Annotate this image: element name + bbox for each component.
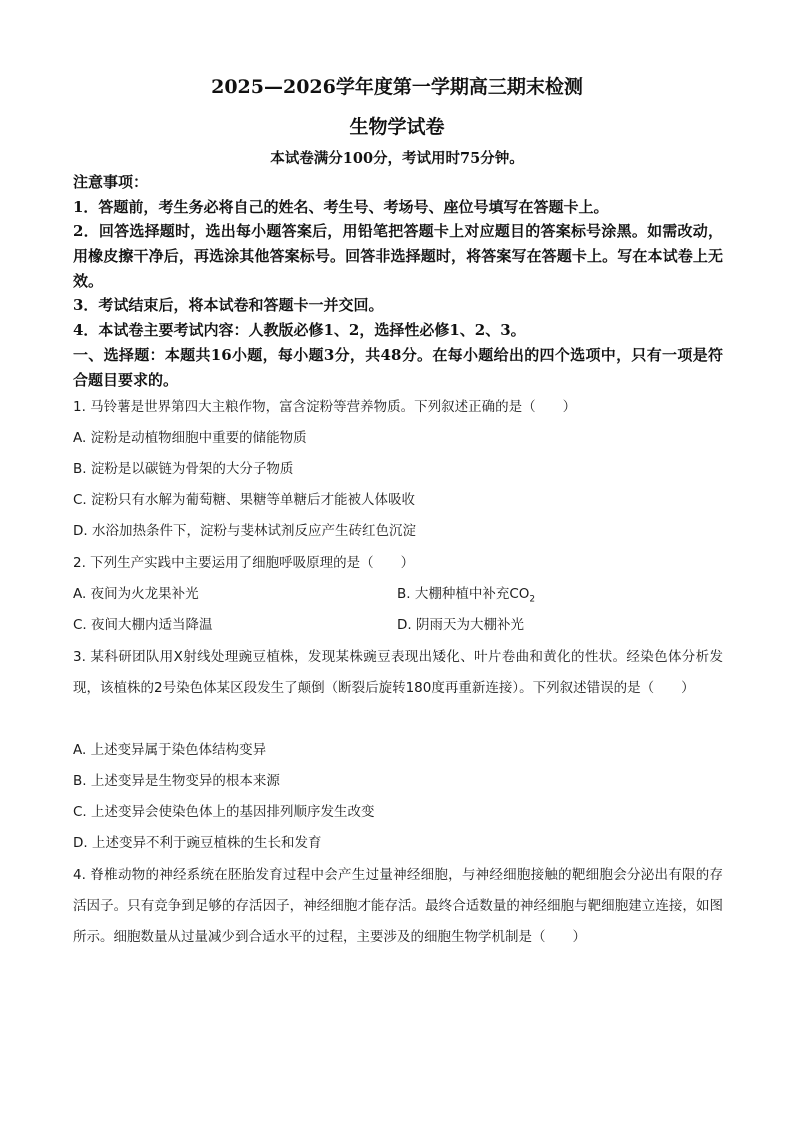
question-2-option-b-text: B. 大棚种植中补充CO — [397, 586, 530, 602]
question-3-option-c: C. 上述变异会使染色体上的基因排列顺序发生改变 — [73, 804, 375, 820]
question-1-stem: 1. 马铃薯是世界第四大主粮作物，富含淀粉等营养物质。下列叙述正确的是（ ） — [73, 399, 577, 415]
question-3-option-a: A. 上述变异属于染色体结构变异 — [73, 742, 267, 758]
section-1-heading: 一、选择题：本题共16小题，每小题3分，共48分。在每小题给出的四个选项中，只有一项是符合题目要求的。 — [73, 346, 723, 389]
subject-title: 生物学试卷 — [349, 116, 445, 138]
question-3-stem: 3. 某科研团队用X射线处理豌豆植株，发现某株豌豆表现出矮化、叶片卷曲和黄化的性状。经染色体分析发现，该植株的2号染色体某区段发生了颠倒（断裂后旋转180度再重新连接）。下列叙述错误的是（ ） — [73, 649, 723, 696]
question-2-option-a: A. 夜间为火龙果补光 — [73, 586, 199, 602]
co2-subscript: 2 — [529, 594, 536, 605]
exam-title: 2025—2026学年度第一学期高三期末检测 — [211, 76, 583, 98]
question-1-option-a: A. 淀粉是动植物细胞中重要的储能物质 — [73, 430, 307, 446]
question-1-option-c: C. 淀粉只有水解为葡萄糖、果糖等单糖后才能被人体吸收 — [73, 492, 416, 508]
notes-heading: 注意事项： — [73, 173, 149, 191]
question-2-stem: 2. 下列生产实践中主要运用了细胞呼吸原理的是（ ） — [73, 555, 415, 571]
question-2-option-d: D. 阴雨天为大棚补光 — [397, 617, 524, 633]
question-2-option-c: C. 夜间大棚内适当降温 — [73, 617, 213, 633]
question-1-option-d: D. 水浴加热条件下，淀粉与斐林试剂反应产生砖红色沉淀 — [73, 523, 416, 539]
question-3-option-d: D. 上述变异不利于豌豆植株的生长和发育 — [73, 835, 322, 851]
note-item-4: 4．本试卷主要考试内容：人教版必修1、2，选择性必修1、2、3。 — [73, 321, 526, 339]
note-item-3: 3．考试结束后，将本试卷和答题卡一并交回。 — [73, 296, 384, 314]
note-item-1: 1．答题前，考生务必将自己的姓名、考生号、考场号、座位号填写在答题卡上。 — [73, 198, 609, 216]
question-1-option-b: B. 淀粉是以碳链为骨架的大分子物质 — [73, 461, 294, 477]
question-4-stem: 4. 脊椎动物的神经系统在胚胎发育过程中会产生过量神经细胞，与神经细胞接触的靶细胞会分泌出有限的存活因子。只有竞争到足够的存活因子，神经细胞才能存活。最终合适数量的神经细胞与靶细胞建立连接，如图所示。细胞数量从过量减少到合适水平的过程，主要涉及的细胞生物学机制是（ ） — [73, 867, 723, 945]
note-item-2: 2．回答选择题时，选出每小题答案后，用铅笔把答题卡上对应题目的答案标号涂黑。如需改动，用橡皮擦干净后，再选涂其他答案标号。回答非选择题时，将答案写在答题卡上。写在本试卷上无效。 — [73, 222, 723, 290]
exam-info: 本试卷满分100分，考试用时75分钟。 — [270, 150, 524, 167]
question-3-option-b: B. 上述变异是生物变异的根本来源 — [73, 773, 280, 789]
